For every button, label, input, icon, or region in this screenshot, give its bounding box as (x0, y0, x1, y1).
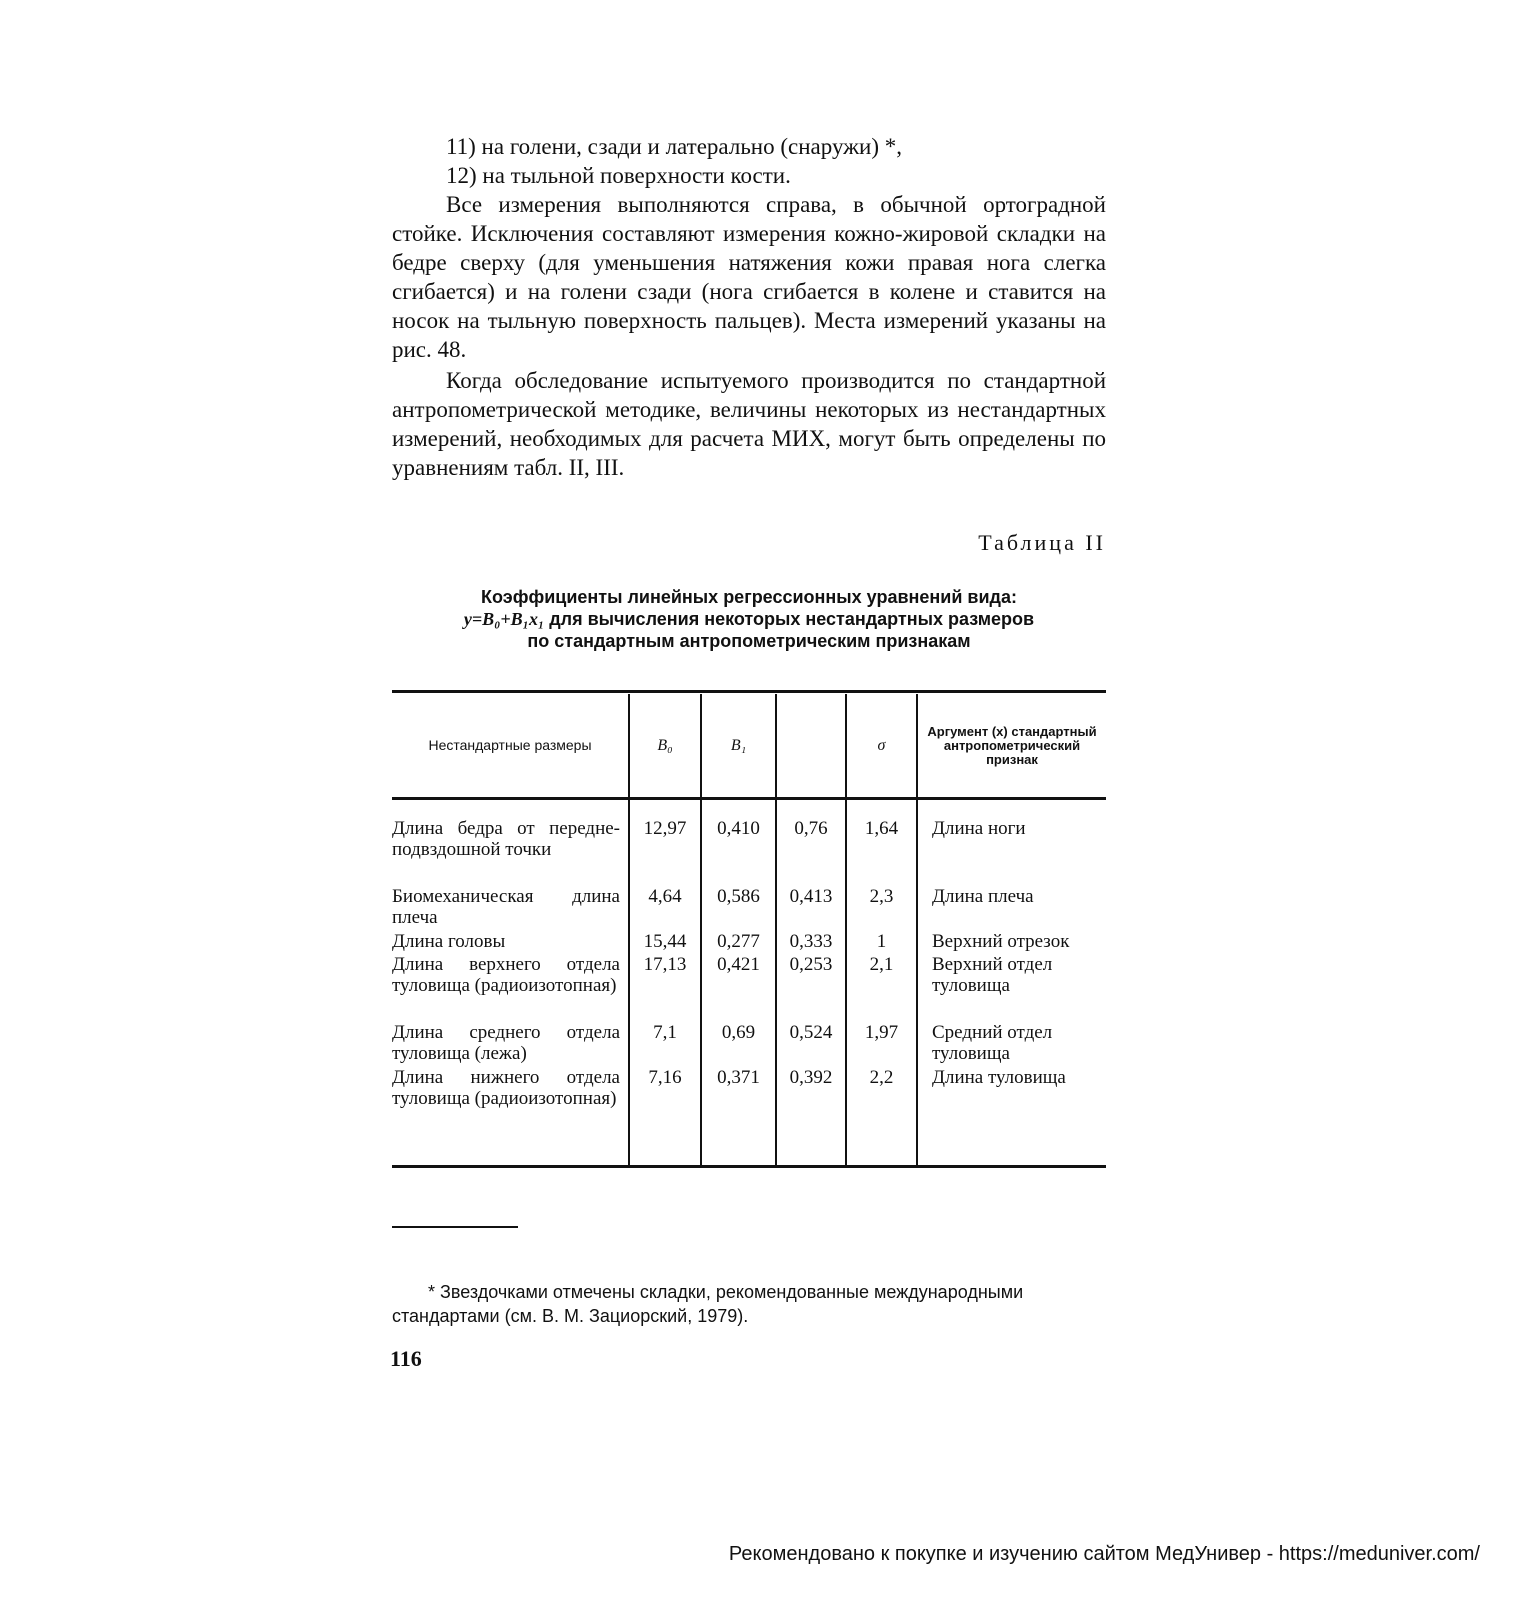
body-text (392, 132, 1106, 482)
header-b1: B₁ (730, 737, 747, 754)
cell-sigma: 2,1 (869, 954, 894, 975)
cell-sigma: 1 (876, 931, 887, 952)
cell-sigma: 2,2 (869, 1067, 894, 1088)
cell-sigma: 1,97 (864, 1022, 899, 1043)
cell-b1: 0,586 (717, 886, 760, 907)
cell-r: 0,392 (789, 1067, 833, 1088)
cell-b0: 15,44 (643, 931, 687, 952)
cell-b0: 7,1 (653, 1022, 677, 1043)
cell-argument: Длина плеча (932, 886, 1034, 907)
footnote-rule (392, 1226, 518, 1228)
cell-b1: 0,410 (717, 818, 760, 839)
cell-argument: Длина туловища (932, 1067, 1066, 1088)
header-argument: Аргумент (x) стандартный антропометрический признак (927, 723, 1097, 767)
cell-sigma: 2,3 (869, 886, 894, 907)
caption-formula: y=B₀+B₁x₁ (463, 609, 545, 629)
cell-argument: Верхний отрезок (932, 931, 1070, 952)
cell-name: Длина нижнего отдела туловища (радиоизотопная) (392, 1067, 620, 1109)
cell-b1: 0,277 (717, 931, 760, 952)
cell-argument: Средний отдел туловища (932, 1022, 1053, 1064)
header-r (777, 694, 845, 797)
cell-argument: Длина ноги (932, 818, 1026, 839)
cell-name: Длина головы (392, 931, 506, 952)
cell-b0: 12,97 (643, 818, 687, 839)
cell-b1: 0,69 (721, 1022, 756, 1043)
list-item-11: 11) на голени, сзади и латерально (снаружи) *, (446, 134, 903, 159)
cell-sigma: 1,64 (864, 818, 899, 839)
header-sigma: σ (877, 737, 886, 754)
table-bottom-rule (392, 1165, 1106, 1168)
cell-name: Длина верхнего отдела туловища (радиоизотопная) (392, 954, 620, 996)
cell-b0: 7,16 (648, 1067, 682, 1088)
caption-line-2-text: для вычисления некоторых нестандартных размеров (544, 609, 1035, 629)
cell-b1: 0,421 (717, 954, 760, 975)
cell-name: Биомеханическая длина плеча (392, 886, 620, 928)
cell-argument: Верхний отдел туловища (932, 954, 1053, 996)
footnote: * Звездочками отмечены складки, рекомендованные международными стандартами (см. В. М. Зациорский, 1979). (392, 1282, 1024, 1326)
cell-b0: 17,13 (643, 954, 687, 975)
cell-b0: 4,64 (648, 886, 682, 907)
table-caption (392, 586, 1106, 652)
cell-name: Длина бедра от передне-подвздошной точки (392, 818, 620, 860)
caption-line-3: по стандартным антропометрическим признакам (527, 631, 971, 651)
caption-line-2 (392, 608, 1106, 630)
cell-r: 0,413 (789, 886, 833, 907)
table-label: Таблица II (978, 530, 1106, 555)
cell-name: Длина среднего отдела туловища (лежа) (392, 1022, 620, 1064)
paragraph-standard-method: Когда обследование испытуемого производится по стандартной антропометрической методике, величины некоторых из нестандартных измерений, необходимых для расчета МИХ, могут быть определены по уравнениям табл. II, III. (392, 368, 1106, 480)
cell-r: 0,253 (789, 954, 833, 975)
cell-r: 0,333 (789, 931, 833, 952)
caption-line-1: Коэффициенты линейных регрессионных уравнений вида: (481, 587, 1017, 607)
regression-table (392, 690, 1106, 1170)
cell-r: 0,76 (794, 818, 828, 839)
paragraph-measurements: Все измерения выполняются справа, в обычной ортоградной стойке. Исключения составляют измерения кожно-жировой складки на бедре сверху (для уменьшения натяжения кожи правая нога слегка сгибается) и на голени сзади (нога сгибается в колене и ставится на носок на тыльную поверхность пальцев). Места измерений указаны на рис. 48. (392, 192, 1106, 362)
list-item-12: 12) на тыльной поверхности кости. (446, 163, 791, 188)
table-top-rule (392, 690, 1106, 693)
table-header-rule (392, 797, 1106, 800)
page-number: 116 (390, 1346, 422, 1371)
header-b0: B₀ (657, 737, 673, 754)
header-nonstandard-sizes: Нестандартные размеры (428, 737, 592, 753)
cell-b1: 0,371 (717, 1067, 760, 1088)
watermark-text: Рекомендовано к покупке и изучению сайтом МедУнивер - https://meduniver.com/ (728, 1543, 1480, 1565)
cell-r: 0,524 (789, 1022, 833, 1043)
